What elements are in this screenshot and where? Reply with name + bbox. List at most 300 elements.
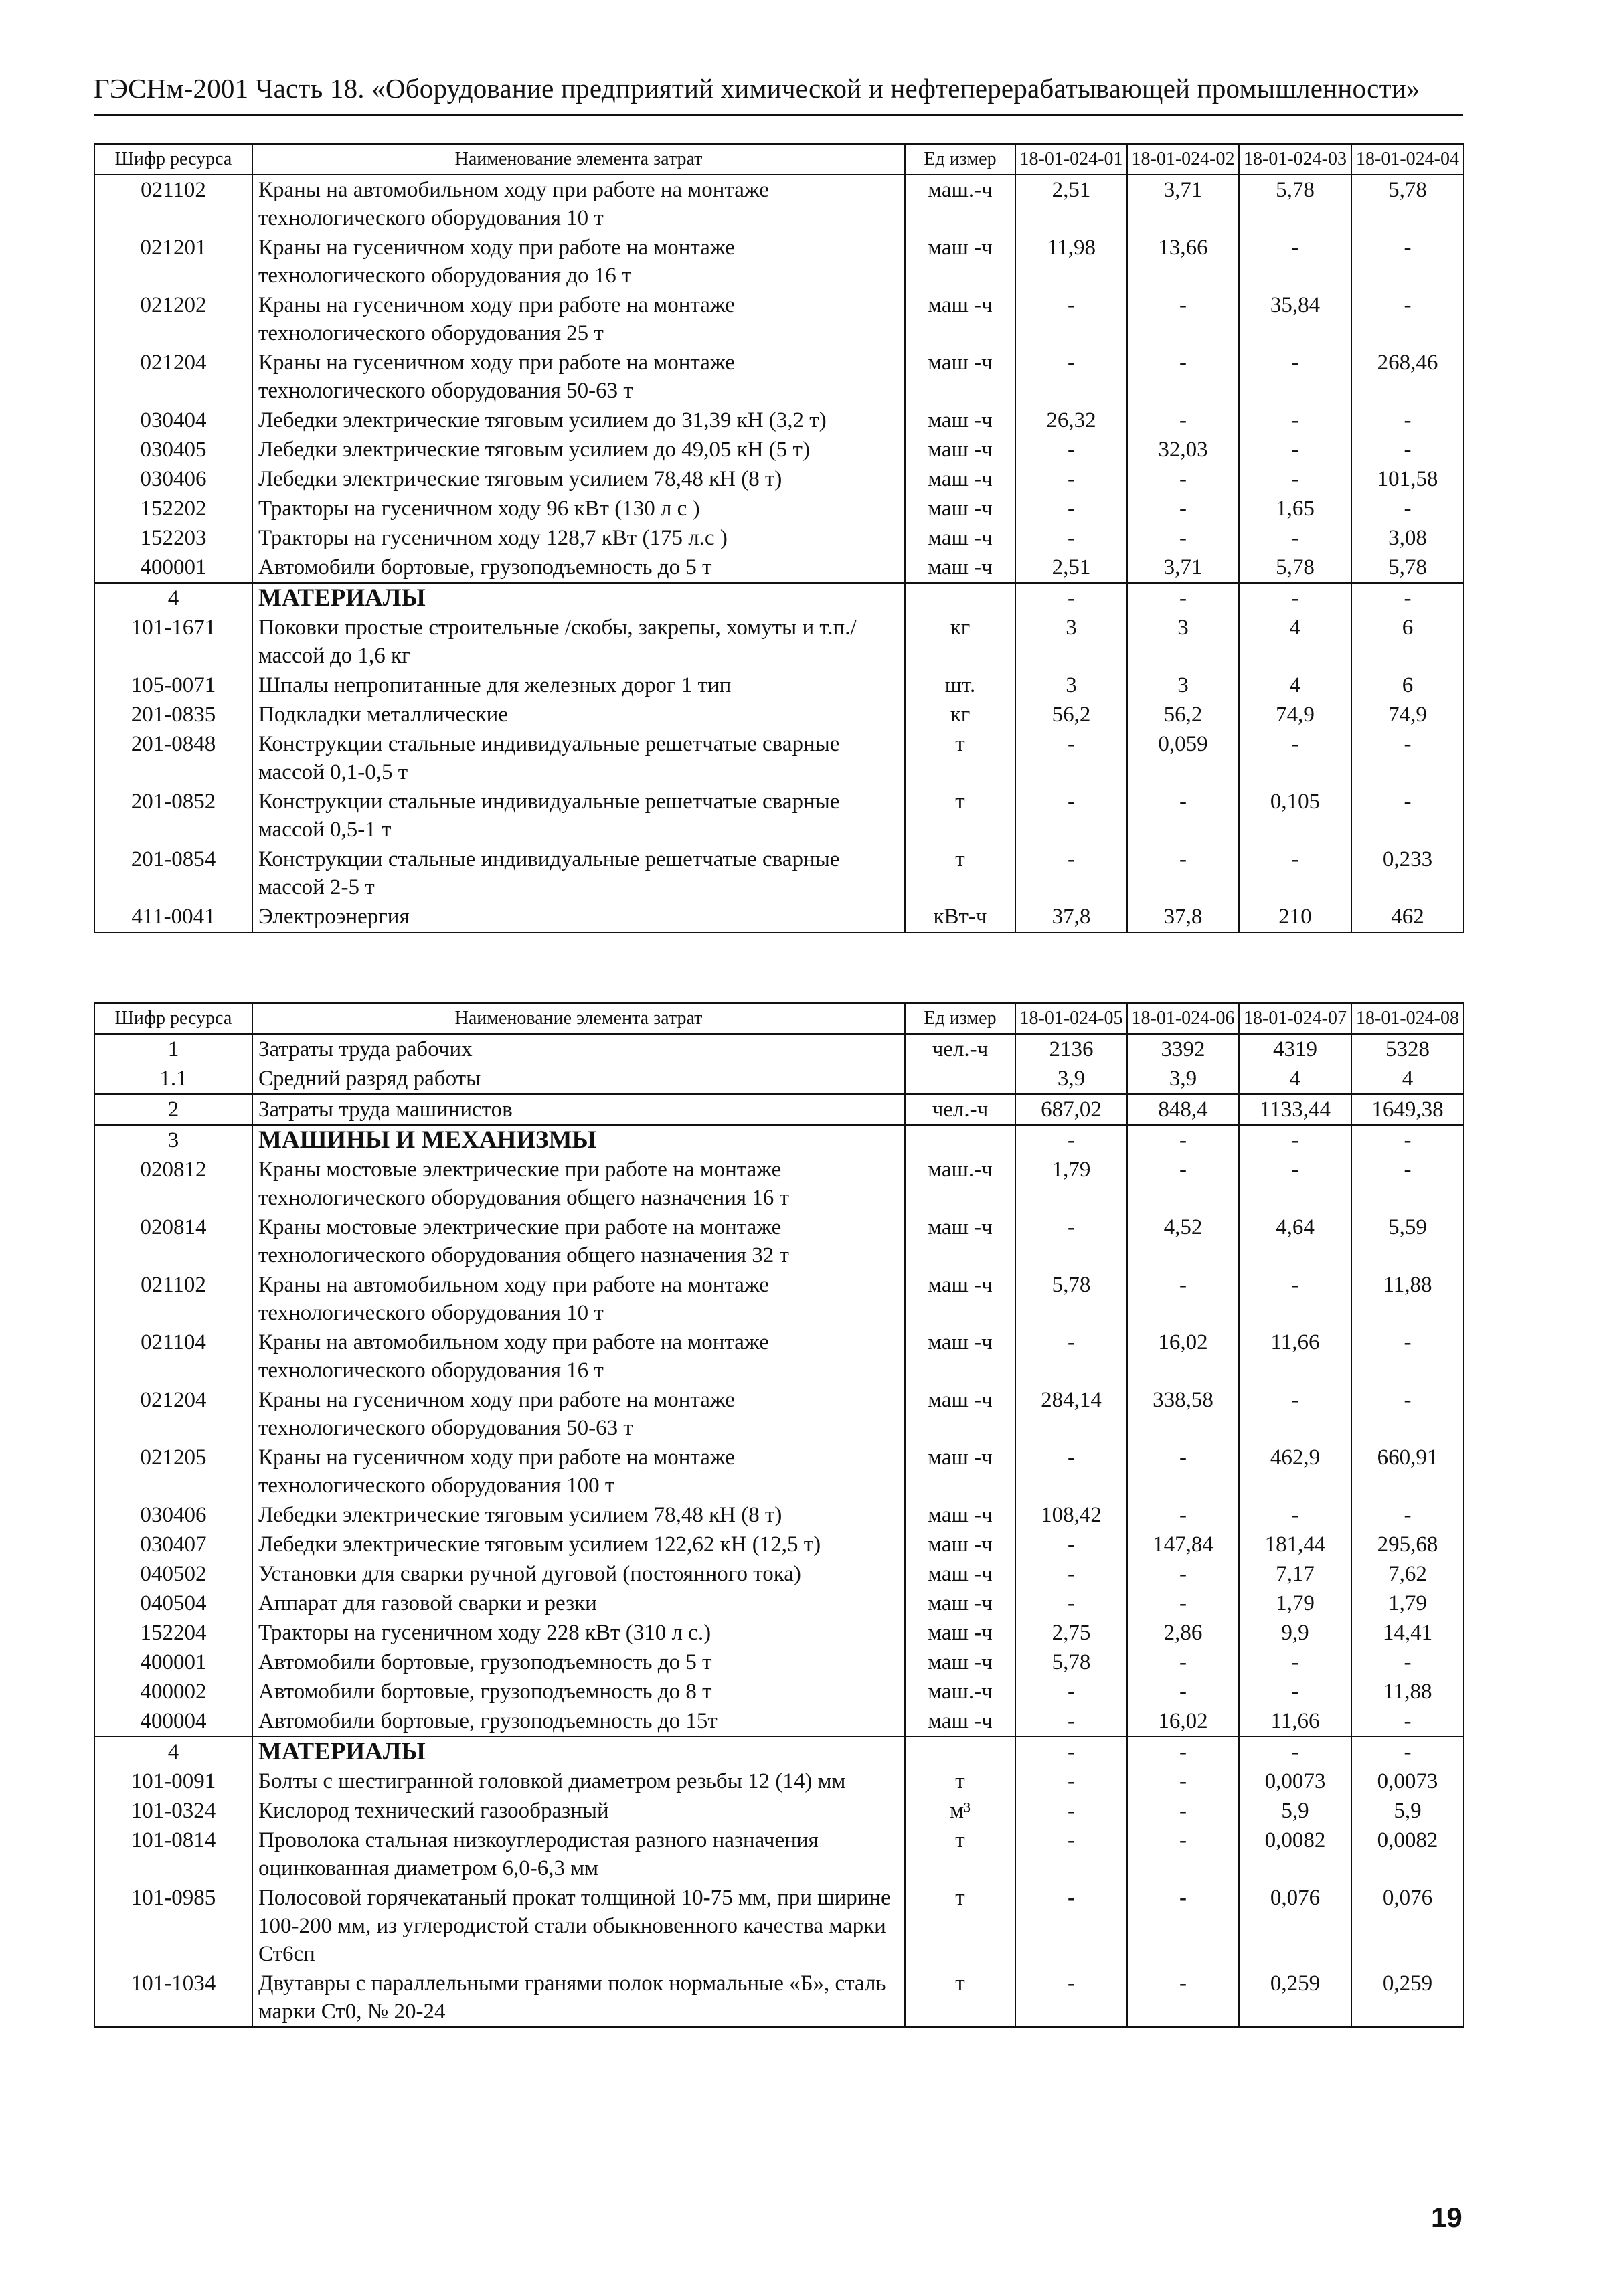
norm-value: -	[1351, 1155, 1464, 1213]
norm-value: 14,41	[1351, 1618, 1464, 1648]
resource-name: Подкладки металлические	[252, 700, 905, 729]
unit-cell: маш -ч	[905, 1618, 1015, 1648]
table-row	[94, 523, 1464, 553]
resource-name: Тракторы на гусеничном ходу 128,7 кВт (175 л.с )	[252, 523, 905, 553]
resource-code: 021102	[94, 1270, 252, 1328]
norm-value: 0,0082	[1239, 1826, 1351, 1883]
norm-value: 9,9	[1239, 1618, 1351, 1648]
resource-name: Краны на гусеничном ходу при работе на монтаже технологического оборудования 50-63 т	[252, 348, 905, 406]
resource-name: Тракторы на гусеничном ходу 228 кВт (310 л с.)	[252, 1618, 905, 1648]
norm-value: -	[1127, 1500, 1239, 1530]
norm-value: -	[1127, 1767, 1239, 1796]
norm-value: 1649,38	[1351, 1094, 1464, 1125]
resource-code: 021202	[94, 290, 252, 348]
resource-code: 105-0071	[94, 671, 252, 700]
table-row	[94, 348, 1464, 406]
norm-value: 268,46	[1351, 348, 1464, 406]
unit-cell: маш -ч	[905, 494, 1015, 523]
norm-value: -	[1127, 845, 1239, 902]
norm-value: 0,0082	[1351, 1826, 1464, 1883]
table-row	[94, 290, 1464, 348]
norm-value: 4	[1351, 1064, 1464, 1094]
norm-value: 5,78	[1015, 1648, 1127, 1677]
resource-name: Краны мостовые электрические при работе на монтаже технологического оборудования общего назначения 32 т	[252, 1213, 905, 1270]
resource-name: Затраты труда машинистов	[252, 1094, 905, 1125]
resource-name: Тракторы на гусеничном ходу 96 кВт (130 л с )	[252, 494, 905, 523]
norm-value: 0,233	[1351, 845, 1464, 902]
norm-value: 0,0073	[1351, 1767, 1464, 1796]
norm-value: -	[1239, 1385, 1351, 1443]
norm-value: -	[1239, 348, 1351, 406]
table-row	[94, 1270, 1464, 1328]
table-row	[94, 700, 1464, 729]
resource-name: Средний разряд работы	[252, 1064, 905, 1094]
norm-value: -	[1239, 435, 1351, 464]
resource-code: 021204	[94, 1385, 252, 1443]
resource-code: 2	[94, 1094, 252, 1125]
norm-value: 462,9	[1239, 1443, 1351, 1500]
unit-cell	[905, 1064, 1015, 1094]
unit-cell: кг	[905, 613, 1015, 671]
norm-value: -	[1239, 1270, 1351, 1328]
norm-value: 1133,44	[1239, 1094, 1351, 1125]
norm-value: 2136	[1015, 1034, 1127, 1064]
unit-cell: т	[905, 1969, 1015, 2027]
resource-code: 030406	[94, 464, 252, 494]
norm-value: 4319	[1239, 1034, 1351, 1064]
resource-name: Краны на гусеничном ходу при работе на монтаже технологического оборудования 25 т	[252, 290, 905, 348]
table-row	[94, 613, 1464, 671]
norm-value: -	[1127, 583, 1239, 613]
unit-cell: т	[905, 845, 1015, 902]
norm-value: 5,78	[1015, 1270, 1127, 1328]
resource-code: 021204	[94, 348, 252, 406]
unit-cell: маш.-ч	[905, 175, 1015, 233]
norm-value: -	[1127, 523, 1239, 553]
norm-value: 74,9	[1351, 700, 1464, 729]
norm-value: -	[1351, 1385, 1464, 1443]
unit-cell: т	[905, 1883, 1015, 1969]
resource-name: Лебедки электрические тяговым усилием 122,62 кН (12,5 т)	[252, 1530, 905, 1559]
table-row	[94, 494, 1464, 523]
norm-value: -	[1015, 583, 1127, 613]
table-row	[94, 464, 1464, 494]
norm-value: 3,08	[1351, 523, 1464, 553]
norm-value: 3	[1127, 613, 1239, 671]
resource-name: Краны на гусеничном ходу при работе на монтаже технологического оборудования 50-63 т	[252, 1385, 905, 1443]
unit-cell	[905, 583, 1015, 613]
norm-value: -	[1239, 233, 1351, 290]
norm-value: -	[1239, 1677, 1351, 1706]
resource-name: Шпалы непропитанные для железных дорог 1 тип	[252, 671, 905, 700]
resource-code: 101-1034	[94, 1969, 252, 2027]
norm-value: 11,88	[1351, 1270, 1464, 1328]
col-header-name: Наименование элемента затрат	[252, 144, 905, 175]
resource-name: Поковки простые строительные /скобы, закрепы, хомуты и т.п./ массой до 1,6 кг	[252, 613, 905, 671]
norm-value: 74,9	[1239, 700, 1351, 729]
norm-value: 210	[1239, 902, 1351, 932]
norm-value: -	[1015, 1706, 1127, 1737]
resource-code: 152202	[94, 494, 252, 523]
norm-value: 6	[1351, 613, 1464, 671]
table-row	[94, 1618, 1464, 1648]
resource-code: 152203	[94, 523, 252, 553]
resource-name: Краны на автомобильном ходу при работе на монтаже технологического оборудования 10 т	[252, 175, 905, 233]
norm-value: 16,02	[1127, 1706, 1239, 1737]
norm-value: 848,4	[1127, 1094, 1239, 1125]
unit-cell: маш -ч	[905, 1385, 1015, 1443]
norm-value: -	[1015, 1559, 1127, 1589]
table-row	[94, 845, 1464, 902]
resource-name: Лебедки электрические тяговым усилием до 49,05 кН (5 т)	[252, 435, 905, 464]
norm-value: 687,02	[1015, 1094, 1127, 1125]
norm-value: -	[1015, 1826, 1127, 1883]
norm-value: -	[1015, 1796, 1127, 1826]
table-row	[94, 233, 1464, 290]
norm-value: 5,59	[1351, 1213, 1464, 1270]
resource-name: Краны на автомобильном ходу при работе на монтаже технологического оборудования 10 т	[252, 1270, 905, 1328]
norm-value: 462	[1351, 902, 1464, 932]
norm-value: -	[1351, 233, 1464, 290]
resource-name: Краны на гусеничном ходу при работе на монтаже технологического оборудования 100 т	[252, 1443, 905, 1500]
unit-cell: шт.	[905, 671, 1015, 700]
norm-value: 1,79	[1015, 1155, 1127, 1213]
norm-value: -	[1351, 583, 1464, 613]
table-row	[94, 435, 1464, 464]
norm-value: -	[1127, 348, 1239, 406]
norm-value: -	[1127, 1969, 1239, 2027]
table-row	[94, 1500, 1464, 1530]
norm-value: 3,9	[1127, 1064, 1239, 1094]
resource-name: Двутавры с параллельными гранями полок нормальные «Б», сталь марки Ст0, № 20-24	[252, 1969, 905, 2027]
norm-value: 11,88	[1351, 1677, 1464, 1706]
norm-value: 4	[1239, 671, 1351, 700]
norm-value: 4,52	[1127, 1213, 1239, 1270]
unit-cell: чел.-ч	[905, 1034, 1015, 1064]
norm-value: 3	[1015, 671, 1127, 700]
norm-value: -	[1239, 1125, 1351, 1155]
resource-code: 030405	[94, 435, 252, 464]
norm-value: -	[1015, 1530, 1127, 1559]
resource-name: Электроэнергия	[252, 902, 905, 932]
resource-name: Затраты труда рабочих	[252, 1034, 905, 1064]
resource-code: 101-0985	[94, 1883, 252, 1969]
norm-value: -	[1351, 729, 1464, 787]
norm-value: 6	[1351, 671, 1464, 700]
unit-cell: маш -ч	[905, 233, 1015, 290]
resource-code: 400001	[94, 553, 252, 583]
norm-value: -	[1015, 523, 1127, 553]
resource-code: 3	[94, 1125, 252, 1155]
unit-cell: маш -ч	[905, 1443, 1015, 1500]
norm-value: -	[1239, 523, 1351, 553]
col-header-norm-6: 18-01-024-06	[1127, 1003, 1239, 1034]
table-row	[94, 1559, 1464, 1589]
norm-value: 2,51	[1015, 553, 1127, 583]
resource-name: Автомобили бортовые, грузоподъемность до 8 т	[252, 1677, 905, 1706]
norm-value: -	[1239, 464, 1351, 494]
norm-value: 1,65	[1239, 494, 1351, 523]
section-title: МАШИНЫ И МЕХАНИЗМЫ	[252, 1125, 905, 1155]
norm-value: 0,076	[1239, 1883, 1351, 1969]
table-row	[94, 1677, 1464, 1706]
resource-code: 152204	[94, 1618, 252, 1648]
resource-code: 201-0852	[94, 787, 252, 845]
unit-cell: маш -ч	[905, 1213, 1015, 1270]
norm-value: 0,0073	[1239, 1767, 1351, 1796]
norm-value: -	[1127, 1270, 1239, 1328]
resource-code: 400001	[94, 1648, 252, 1677]
norm-value: 1,79	[1239, 1589, 1351, 1618]
norm-value: 5,9	[1351, 1796, 1464, 1826]
unit-cell: т	[905, 1767, 1015, 1796]
unit-cell: маш.-ч	[905, 1677, 1015, 1706]
resource-code: 030407	[94, 1530, 252, 1559]
norm-value: 26,32	[1015, 406, 1127, 435]
norm-value: 4	[1239, 613, 1351, 671]
table-row	[94, 1328, 1464, 1385]
norm-value: 660,91	[1351, 1443, 1464, 1500]
norm-value: 295,68	[1351, 1530, 1464, 1559]
norm-value: -	[1127, 1443, 1239, 1500]
col-header-norm-2: 18-01-024-02	[1127, 144, 1239, 175]
section-title: МАТЕРИАЛЫ	[252, 1737, 905, 1767]
norm-value: 2,86	[1127, 1618, 1239, 1648]
norm-value: 0,059	[1127, 729, 1239, 787]
norm-value: 0,259	[1351, 1969, 1464, 2027]
resource-code: 1.1	[94, 1064, 252, 1094]
unit-cell: т	[905, 787, 1015, 845]
col-header-norm-1: 18-01-024-01	[1015, 144, 1127, 175]
resource-name: Болты с шестигранной головкой диаметром резьбы 12 (14) мм	[252, 1767, 905, 1796]
unit-cell: кг	[905, 700, 1015, 729]
norm-value: 5,78	[1239, 553, 1351, 583]
table-row	[94, 1443, 1464, 1500]
norm-value: -	[1127, 1559, 1239, 1589]
unit-cell	[905, 1125, 1015, 1155]
norm-value: -	[1127, 494, 1239, 523]
norm-value: -	[1015, 1677, 1127, 1706]
col-header-name: Наименование элемента затрат	[252, 1003, 905, 1034]
norm-value: -	[1127, 1826, 1239, 1883]
norm-value: -	[1239, 583, 1351, 613]
resource-code: 4	[94, 583, 252, 613]
resource-code: 021102	[94, 175, 252, 233]
resource-table-2	[94, 1002, 1464, 2028]
norm-value: -	[1239, 1648, 1351, 1677]
resource-name: Лебедки электрические тяговым усилием до 31,39 кН (3,2 т)	[252, 406, 905, 435]
table-row	[94, 1796, 1464, 1826]
norm-value: 108,42	[1015, 1500, 1127, 1530]
resource-name: Проволока стальная низкоуглеродистая разного назначения оцинкованная диаметром 6,0-6,3 мм	[252, 1826, 905, 1883]
norm-value: -	[1015, 435, 1127, 464]
norm-value: -	[1239, 1500, 1351, 1530]
norm-value: -	[1351, 787, 1464, 845]
resource-code: 101-0091	[94, 1767, 252, 1796]
norm-value: 3,9	[1015, 1064, 1127, 1094]
norm-value: -	[1127, 1589, 1239, 1618]
norm-value: 284,14	[1015, 1385, 1127, 1443]
resource-name: Кислород технический газообразный	[252, 1796, 905, 1826]
norm-value: -	[1239, 729, 1351, 787]
norm-value: -	[1127, 1648, 1239, 1677]
norm-value: 7,17	[1239, 1559, 1351, 1589]
norm-value: -	[1351, 435, 1464, 464]
norm-value: -	[1015, 494, 1127, 523]
norm-value: -	[1351, 494, 1464, 523]
table-row	[94, 1064, 1464, 1094]
norm-value: -	[1127, 290, 1239, 348]
unit-cell: маш -ч	[905, 290, 1015, 348]
norm-value: 11,66	[1239, 1328, 1351, 1385]
table-row	[94, 1969, 1464, 2027]
norm-value: -	[1015, 1589, 1127, 1618]
resource-name: Краны на автомобильном ходу при работе на монтаже технологического оборудования 16 т	[252, 1328, 905, 1385]
resource-code: 411-0041	[94, 902, 252, 932]
norm-value: 2,75	[1015, 1618, 1127, 1648]
norm-value: 4,64	[1239, 1213, 1351, 1270]
resource-code: 101-0814	[94, 1826, 252, 1883]
norm-value: -	[1015, 845, 1127, 902]
norm-value: 4	[1239, 1064, 1351, 1094]
unit-cell: т	[905, 1826, 1015, 1883]
unit-cell: маш -ч	[905, 1530, 1015, 1559]
norm-value: -	[1351, 406, 1464, 435]
norm-value: -	[1015, 1883, 1127, 1969]
table-row	[94, 1155, 1464, 1213]
table-row	[94, 175, 1464, 233]
resource-name: Конструкции стальные индивидуальные решетчатые сварные массой 0,5-1 т	[252, 787, 905, 845]
resource-name: Конструкции стальные индивидуальные решетчатые сварные массой 2-5 т	[252, 845, 905, 902]
table-row	[94, 1094, 1464, 1125]
norm-value: 1,79	[1351, 1589, 1464, 1618]
unit-cell: м³	[905, 1796, 1015, 1826]
col-header-norm-7: 18-01-024-07	[1239, 1003, 1351, 1034]
unit-cell: маш -ч	[905, 1559, 1015, 1589]
norm-value: 3392	[1127, 1034, 1239, 1064]
norm-value: 101,58	[1351, 464, 1464, 494]
section-title: МАТЕРИАЛЫ	[252, 583, 905, 613]
resource-name: Установки для сварки ручной дуговой (постоянного тока)	[252, 1559, 905, 1589]
norm-value: -	[1239, 1737, 1351, 1767]
norm-value: 181,44	[1239, 1530, 1351, 1559]
resource-name: Полосовой горячекатаный прокат толщиной 10-75 мм, при ширине 100-200 мм, из углеродистой стали обыкновенного качества марки Ст6сп	[252, 1883, 905, 1969]
norm-value: 147,84	[1127, 1530, 1239, 1559]
resource-code: 021205	[94, 1443, 252, 1500]
norm-value: 37,8	[1127, 902, 1239, 932]
norm-value: 0,076	[1351, 1883, 1464, 1969]
norm-value: -	[1239, 1155, 1351, 1213]
unit-cell: маш -ч	[905, 464, 1015, 494]
unit-cell: маш.-ч	[905, 1155, 1015, 1213]
table-row	[94, 1589, 1464, 1618]
norm-value: 35,84	[1239, 290, 1351, 348]
norm-value: -	[1127, 406, 1239, 435]
norm-value: -	[1015, 1443, 1127, 1500]
table-row	[94, 553, 1464, 583]
resource-code: 101-0324	[94, 1796, 252, 1826]
norm-value: -	[1127, 1677, 1239, 1706]
norm-value: -	[1015, 348, 1127, 406]
norm-value: 56,2	[1127, 700, 1239, 729]
section-row	[94, 1737, 1464, 1767]
section-row	[94, 1125, 1464, 1155]
resource-name: Краны мостовые электрические при работе на монтаже технологического оборудования общего назначения 16 т	[252, 1155, 905, 1213]
norm-value: 0,105	[1239, 787, 1351, 845]
norm-value: 56,2	[1015, 700, 1127, 729]
norm-value: 5,78	[1351, 175, 1464, 233]
unit-cell: маш -ч	[905, 406, 1015, 435]
norm-value: -	[1015, 464, 1127, 494]
unit-cell: кВт-ч	[905, 902, 1015, 932]
norm-value: -	[1351, 1125, 1464, 1155]
unit-cell: маш -ч	[905, 553, 1015, 583]
resource-code: 030404	[94, 406, 252, 435]
norm-value: 3	[1015, 613, 1127, 671]
resource-code: 400002	[94, 1677, 252, 1706]
unit-cell: маш -ч	[905, 348, 1015, 406]
resource-name: Аппарат для газовой сварки и резки	[252, 1589, 905, 1618]
table-row	[94, 1034, 1464, 1064]
resource-name: Лебедки электрические тяговым усилием 78,48 кН (8 т)	[252, 464, 905, 494]
unit-cell: маш -ч	[905, 1589, 1015, 1618]
norm-value: 11,66	[1239, 1706, 1351, 1737]
norm-value: -	[1351, 1328, 1464, 1385]
norm-value: 2,51	[1015, 175, 1127, 233]
resource-code: 201-0848	[94, 729, 252, 787]
col-header-unit: Ед измер	[905, 144, 1015, 175]
col-header-code: Шифр ресурса	[94, 1003, 252, 1034]
resource-name: Автомобили бортовые, грузоподъемность до 5 т	[252, 1648, 905, 1677]
unit-cell: маш -ч	[905, 1706, 1015, 1737]
unit-cell: маш -ч	[905, 435, 1015, 464]
table-row	[94, 1648, 1464, 1677]
norm-value: 3,71	[1127, 175, 1239, 233]
resource-code: 040502	[94, 1559, 252, 1589]
norm-value: -	[1015, 1969, 1127, 2027]
col-header-norm-3: 18-01-024-03	[1239, 144, 1351, 175]
resource-code: 1	[94, 1034, 252, 1064]
table-row	[94, 1883, 1464, 1969]
norm-value: -	[1239, 845, 1351, 902]
resource-code: 201-0835	[94, 700, 252, 729]
norm-value: 5,9	[1239, 1796, 1351, 1826]
table-body	[94, 175, 1464, 932]
norm-value: -	[1127, 1737, 1239, 1767]
col-header-unit: Ед измер	[905, 1003, 1015, 1034]
table-row	[94, 1530, 1464, 1559]
unit-cell: маш -ч	[905, 523, 1015, 553]
norm-value: -	[1127, 464, 1239, 494]
norm-value: 13,66	[1127, 233, 1239, 290]
table-row	[94, 1826, 1464, 1883]
norm-value: 32,03	[1127, 435, 1239, 464]
table-row	[94, 787, 1464, 845]
norm-value: -	[1015, 1213, 1127, 1270]
resource-table-1	[94, 143, 1464, 933]
norm-value: -	[1127, 1796, 1239, 1826]
unit-cell	[905, 1737, 1015, 1767]
page-number: 19	[1431, 2202, 1462, 2233]
norm-value: 5,78	[1239, 175, 1351, 233]
table-row	[94, 671, 1464, 700]
col-header-norm-5: 18-01-024-05	[1015, 1003, 1127, 1034]
col-header-code: Шифр ресурса	[94, 144, 252, 175]
col-header-norm-8: 18-01-024-08	[1351, 1003, 1464, 1034]
resource-code: 020812	[94, 1155, 252, 1213]
header-rule	[94, 114, 1463, 116]
norm-value: -	[1127, 1155, 1239, 1213]
